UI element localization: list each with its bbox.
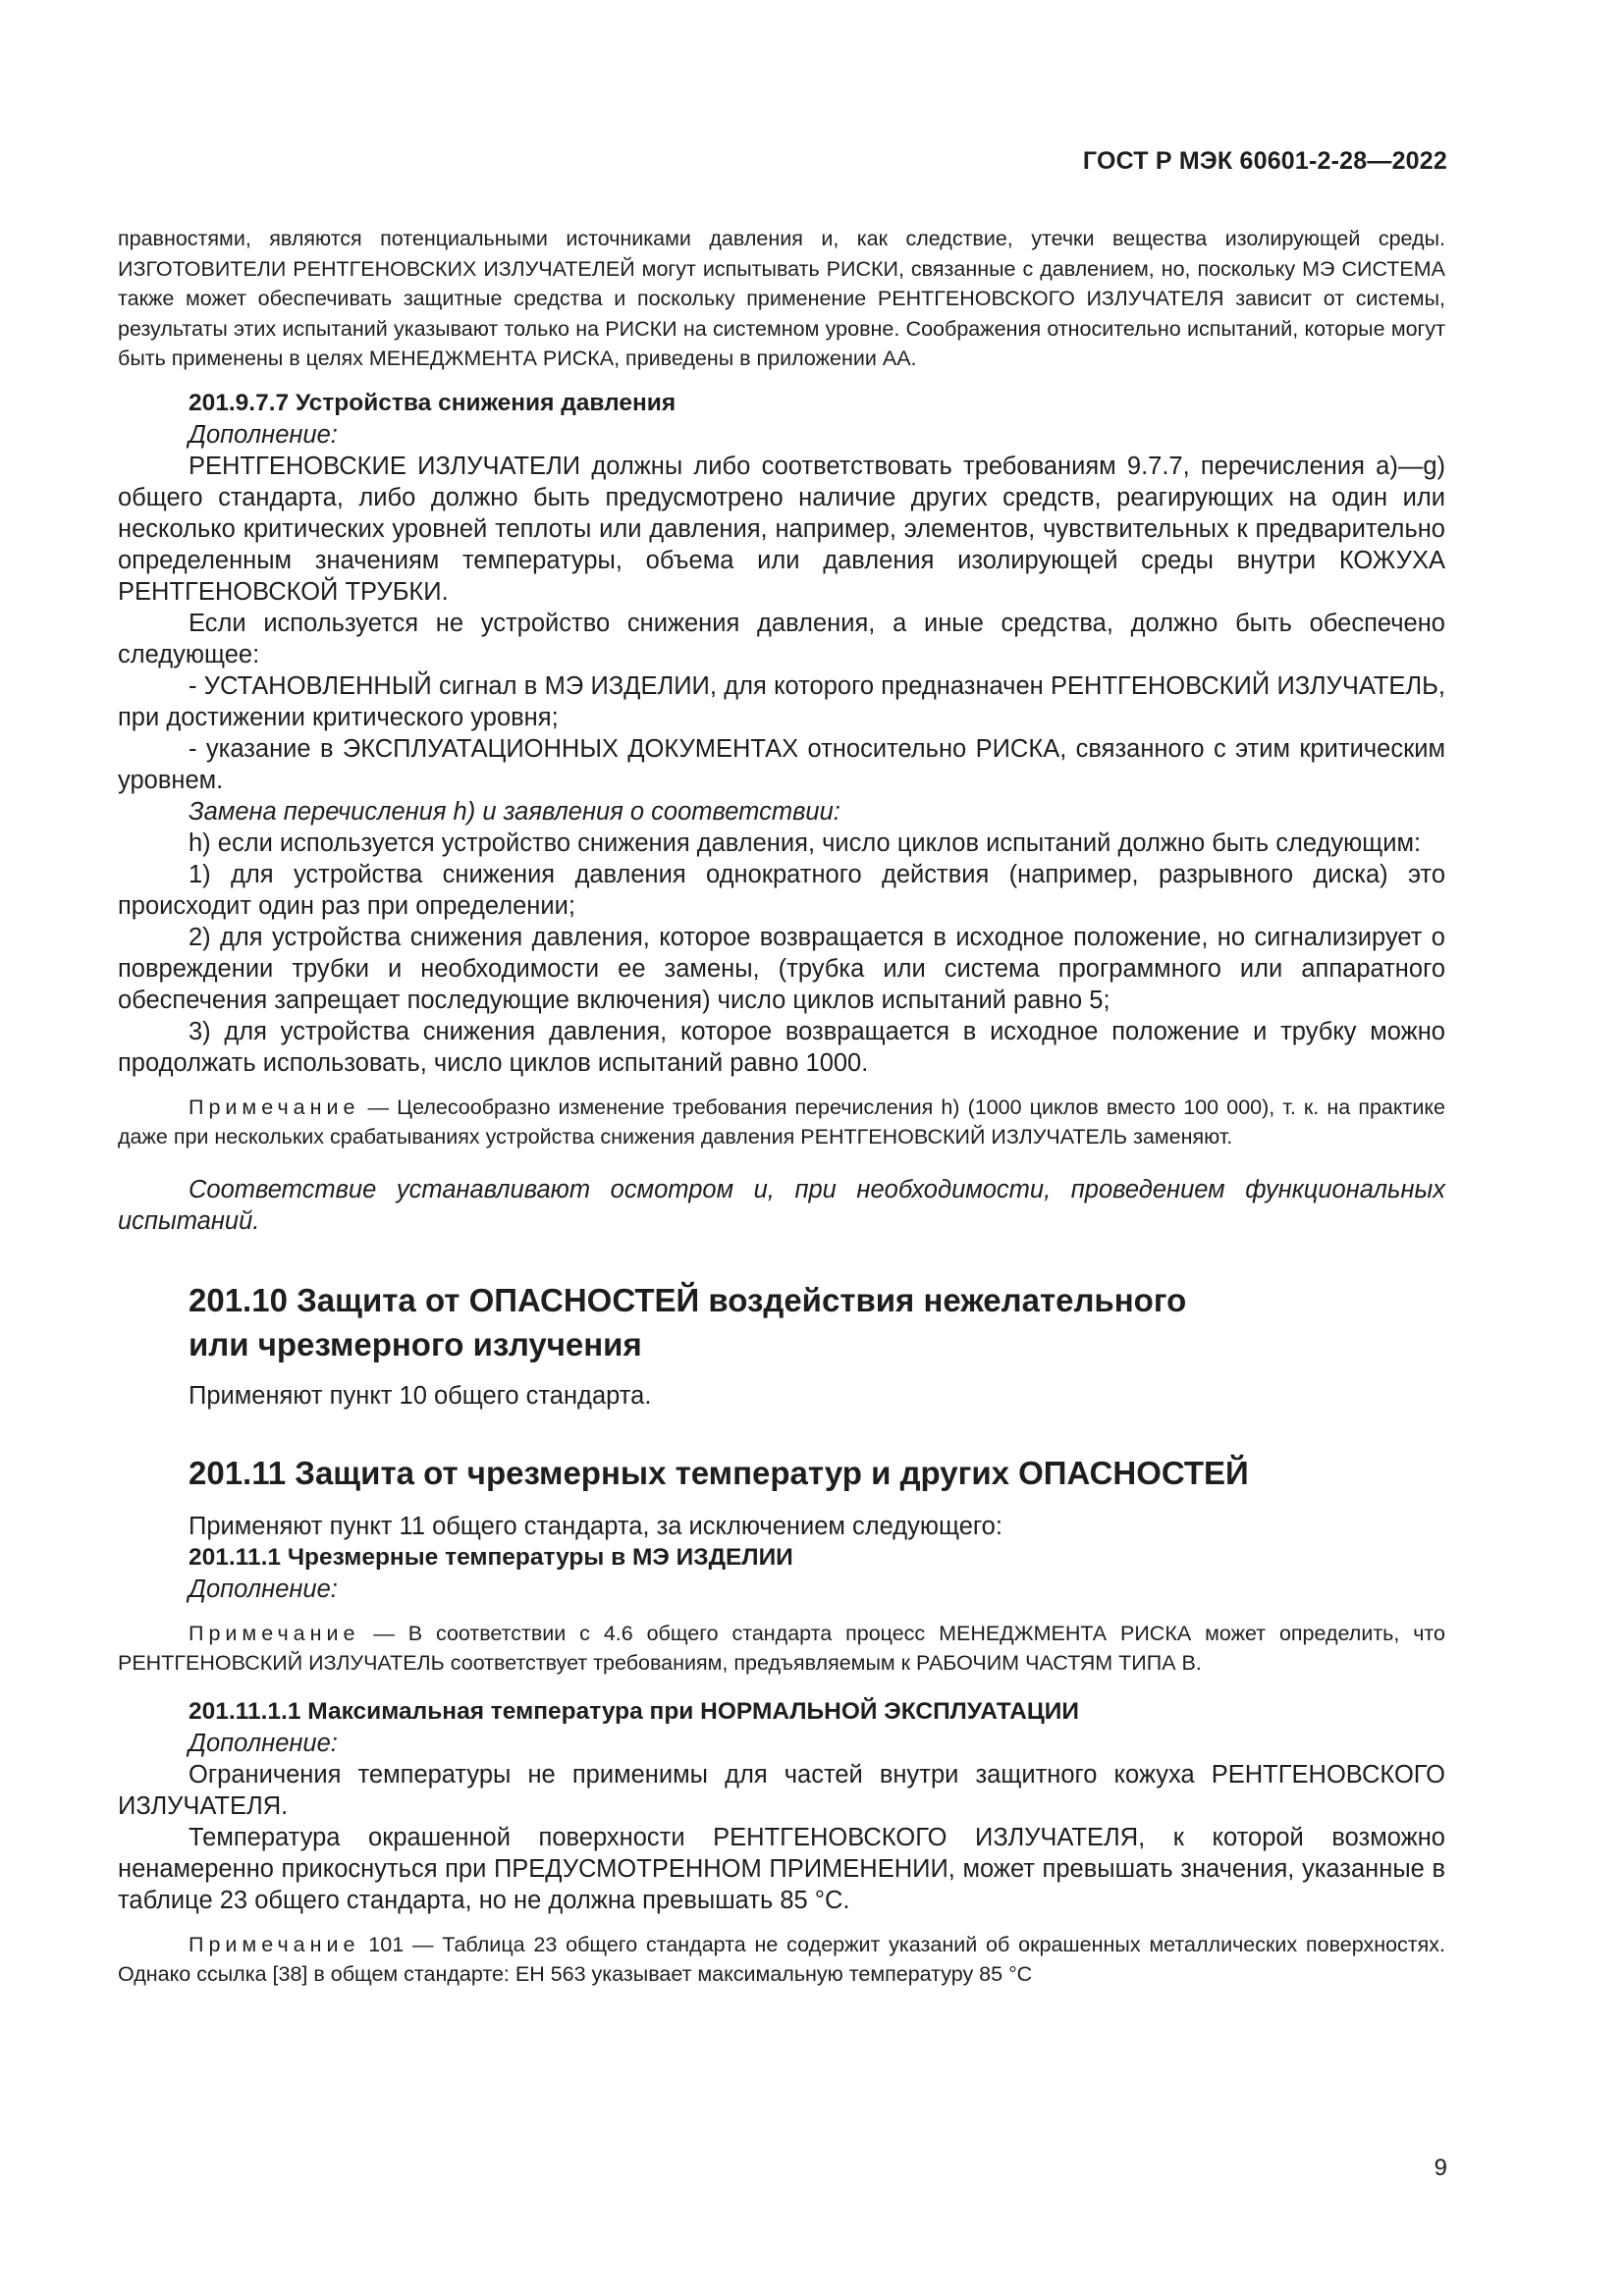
note — [118, 1930, 1445, 1990]
list-item-dash: - УСТАНОВЛЕННЫЙ сигнал в МЭ ИЗДЕЛИИ, для которого предназначен РЕНТГЕНОВСКИЙ ИЗЛУЧАТЕЛЬ, при достижении критического уровня; — [118, 671, 1445, 731]
paragraph: Температура окрашенной поверхности РЕНТГЕНОВСКОГО ИЗЛУЧАТЕЛЯ, к которой возможно ненамеренно прикоснуться при ПРЕДУСМОТРЕННОМ ПРИМЕНЕНИИ, может превышать значения, указанные в таблице 23 общего стандарта, но не должна превышать 85 °С. — [118, 1823, 1445, 1914]
list-item-dash: - указание в ЭКСПЛУАТАЦИОННЫХ ДОКУМЕНТАХ относительно РИСКА, связанного с этим критическим уровнем. — [118, 734, 1445, 794]
note-text: 101 — Таблица 23 общего стандарта не содержит указаний об окрашенных металлических поверхностях. Однако ссылка [38] в общем стандарте: ЕН 563 указывает максимальную температуру 85 °С — [118, 1932, 1445, 1986]
note — [118, 1093, 1445, 1152]
note-text: — Целесообразно изменение требования перечисления h) (1000 циклов вместо 100 000), т. к. на практике даже при нескольких срабатываниях устройства снижения давления РЕНТГЕНОВСКИЙ ИЗЛУЧАТЕЛЬ заменяют. — [118, 1095, 1445, 1148]
addition-label: Дополнение: — [189, 1575, 338, 1603]
list-item-h: h) если используется устройство снижения давления, число циклов испытаний должно быть следующим: — [189, 828, 1422, 857]
section-201-10-title-line2: или чрезмерного излучения — [189, 1325, 642, 1362]
section-201-10-heading — [118, 1278, 1445, 1366]
note-label: Примечание — [189, 1932, 360, 1956]
section-201-11-title: 201.11 Защита от чрезмерных температур и других ОПАСНОСТЕЙ — [189, 1454, 1249, 1491]
note-label: Примечание — [189, 1621, 360, 1645]
intro-paragraph: правностями, являются потенциальными источниками давления и, как следствие, утечки вещества изолирующей среды. ИЗГОТОВИТЕЛИ РЕНТГЕНОВСКИХ ИЗЛУЧАТЕЛЕЙ могут испытывать РИСКИ, связанные с давлением, но, поскольку МЭ СИСТЕМА также может обеспечивать защитные средства и поскольку применение РЕНТГЕНОВСКОГО ИЗЛУЧАТЕЛЯ зависит от системы, результаты этих испытаний указывают только на РИСКИ на системном уровне. Соображения относительно испытаний, которые могут быть применены в целях МЕНЕДЖМЕНТА РИСКА, приведены в приложении АА. — [118, 227, 1445, 370]
list-item-3: 3) для устройства снижения давления, которое возвращается в исходное положение и трубку можно продолжать использовать, число циклов испытаний равно 1000. — [118, 1017, 1445, 1077]
list-item-1: 1) для устройства снижения давления однократного действия (например, разрывного диска) это происходит один раз при определении; — [118, 860, 1445, 920]
addition-label: Дополнение: — [189, 1729, 338, 1757]
section-201-11-1-title: 201.11.1 Чрезмерные температуры в МЭ ИЗДЕЛИИ — [189, 1543, 793, 1571]
addition-label: Дополнение: — [189, 420, 338, 449]
note-label: Примечание — [189, 1095, 360, 1119]
note — [118, 1619, 1445, 1679]
paragraph: РЕНТГЕНОВСКИЕ ИЗЛУЧАТЕЛИ должны либо соответствовать требованиям 9.7.7, перечисления a)—g) общего стандарта, либо должно быть предусмотрено наличие других средств, реагирующих на один или несколько критических уровней теплоты или давления, например, элементов, чувствительных к предварительно определенным значениям температуры, объема или давления изолирующей среды внутри КОЖУХА РЕНТГЕНОВСКОЙ ТРУБКИ. — [118, 452, 1445, 606]
compliance-statement: Соответствие устанавливают осмотром и, при необходимости, проведением функциональных испытаний. — [118, 1175, 1445, 1235]
page-content — [118, 224, 1445, 1990]
note-text: — В соответствии с 4.6 общего стандарта процесс МЕНЕДЖМЕНТА РИСКА может определить, что РЕНТГЕНОВСКИЙ ИЗЛУЧАТЕЛЬ соответствует требованиям, предъявляемым к РАБОЧИМ ЧАСТЯМ ТИПА В. — [118, 1621, 1445, 1675]
paragraph: Если используется не устройство снижения давления, а иные средства, должно быть обеспечено следующее: — [118, 609, 1445, 668]
section-201-11-1-1-title: 201.11.1.1 Максимальная температура при НОРМАЛЬНОЙ ЭКСПЛУАТАЦИИ — [189, 1697, 1079, 1725]
list-item-2: 2) для устройства снижения давления, которое возвращается в исходное положение, но сигнализирует о повреждении трубки и необходимости ее замены, (трубка или система программного или аппаратного обеспечения запрещает последующие включения) число циклов испытаний равно 5; — [118, 923, 1445, 1014]
paragraph: Ограничения температуры не применимы для частей внутри защитного кожуха РЕНТГЕНОВСКОГО ИЗЛУЧАТЕЛЯ. — [118, 1760, 1445, 1820]
page-number: 9 — [1434, 2155, 1447, 2181]
section-201-9-7-7-title: 201.9.7.7 Устройства снижения давления — [189, 389, 677, 416]
section-201-10-text: Применяют пункт 10 общего стандарта. — [189, 1381, 652, 1410]
document-header-id: ГОСТ Р МЭК 60601-2-28—2022 — [1082, 147, 1447, 175]
section-201-10-title-line1: 201.10 Защита от ОПАСНОСТЕЙ воздействия нежелательного — [189, 1281, 1187, 1318]
replacement-label: Замена перечисления h) и заявления о соответствии: — [189, 797, 840, 826]
section-201-11-text: Применяют пункт 11 общего стандарта, за исключением следующего: — [189, 1512, 1002, 1540]
